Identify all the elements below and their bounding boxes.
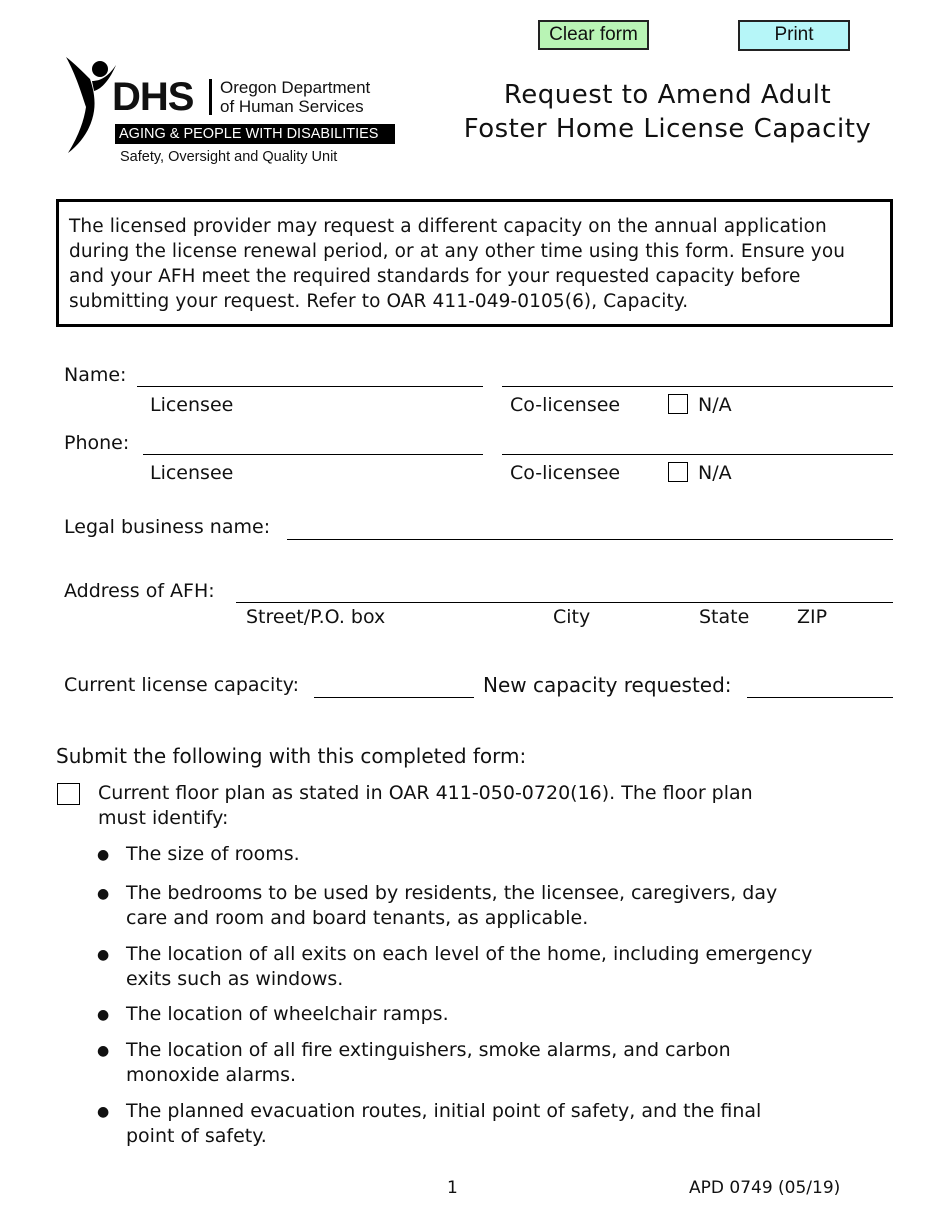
bullet-text: point of safety. (126, 1125, 267, 1147)
floor-plan-line1: Current floor plan as stated in OAR 411-050-0720(16). The floor plan (98, 782, 753, 804)
licensee-name-input[interactable] (137, 386, 483, 387)
street-caption: Street/P.O. box (246, 606, 386, 628)
phone-licensee-caption: Licensee (150, 462, 234, 484)
print-button[interactable]: Print (738, 20, 850, 51)
zip-caption: ZIP (797, 606, 828, 628)
phone-colicensee-caption: Co-licensee (510, 462, 621, 484)
bullet-text: The location of all fire extinguishers, smoke alarms, and carbon (126, 1039, 731, 1061)
logo-org-line2: of Human Services (220, 97, 364, 116)
logo-org-line1: Oregon Department (220, 78, 371, 97)
clear-form-button[interactable]: Clear form (538, 20, 649, 50)
bullet-dot: ● (97, 847, 110, 863)
bullet-text: The planned evacuation routes, initial point of safety, and the final (126, 1100, 762, 1122)
logo-division-banner: AGING & PEOPLE WITH DISABILITIES (115, 124, 395, 144)
current-capacity-input[interactable] (314, 697, 474, 698)
bullet-text: exits such as windows. (126, 968, 344, 990)
bullet-item (126, 1038, 731, 1088)
dhs-logo (62, 55, 402, 170)
colicensee-phone-input[interactable] (502, 454, 893, 455)
bullet-text: The size of rooms. (126, 843, 300, 865)
bullet-dot: ● (97, 947, 110, 963)
bullet-item (126, 942, 812, 992)
intro-notice: The licensed provider may request a different capacity on the annual application during the license renewal period, or at any other time using this form. Ensure you and your AFH meet the required standards for your requested capacity before submitting your request. Refer to OAR 411-049-0105(6), Capacity. (56, 199, 893, 327)
address-input[interactable] (236, 602, 893, 603)
logo-divider (209, 79, 212, 115)
bullet-text: The location of wheelchair ramps. (126, 1003, 449, 1025)
title-line1: Request to Amend Adult (503, 80, 832, 110)
legal-business-name-input[interactable] (287, 539, 893, 540)
name-label: Name: (64, 364, 127, 386)
submit-heading: Submit the following with this completed form: (56, 744, 527, 768)
bullet-dot: ● (97, 1007, 110, 1023)
phone-na-checkbox[interactable] (668, 462, 688, 482)
bullet-dot: ● (97, 1104, 110, 1120)
bullet-text: The bedrooms to be used by residents, the licensee, caregivers, day (126, 882, 778, 904)
bullet-text: The location of all exits on each level of the home, including emergency (126, 943, 813, 965)
bullet-dot: ● (97, 886, 110, 902)
bullet-item (126, 881, 777, 931)
name-na-checkbox[interactable] (668, 394, 688, 414)
page-number: 1 (447, 1178, 458, 1198)
logo-unit: Safety, Oversight and Quality Unit (120, 149, 338, 165)
bullet-dot: ● (97, 1043, 110, 1059)
state-caption: State (699, 606, 750, 628)
name-na-label: N/A (698, 394, 732, 416)
licensee-phone-input[interactable] (143, 454, 483, 455)
new-capacity-label: New capacity requested: (483, 673, 732, 697)
phone-na-label: N/A (698, 462, 732, 484)
title-line2: Foster Home License Capacity (463, 114, 872, 144)
floor-plan-item (98, 781, 753, 831)
current-capacity-label: Current license capacity: (64, 674, 299, 696)
address-label: Address of AFH: (64, 580, 215, 602)
form-id: APD 0749 (05/19) (689, 1178, 841, 1198)
logo-acronym: DHS (112, 75, 194, 119)
licensee-caption: Licensee (150, 394, 234, 416)
city-caption: City (553, 606, 591, 628)
legal-business-name-label: Legal business name: (64, 516, 271, 538)
bullet-item (126, 1099, 761, 1149)
form-title (440, 78, 895, 146)
bullet-item (126, 1002, 449, 1027)
floor-plan-line2: must identify: (98, 807, 229, 829)
phone-label: Phone: (64, 432, 130, 454)
colicensee-caption: Co-licensee (510, 394, 621, 416)
bullet-item (126, 842, 300, 867)
floor-plan-checkbox[interactable] (57, 783, 80, 805)
bullet-text: monoxide alarms. (126, 1064, 297, 1086)
colicensee-name-input[interactable] (502, 386, 893, 387)
bullet-text: care and room and board tenants, as applicable. (126, 907, 589, 929)
new-capacity-input[interactable] (747, 697, 893, 698)
